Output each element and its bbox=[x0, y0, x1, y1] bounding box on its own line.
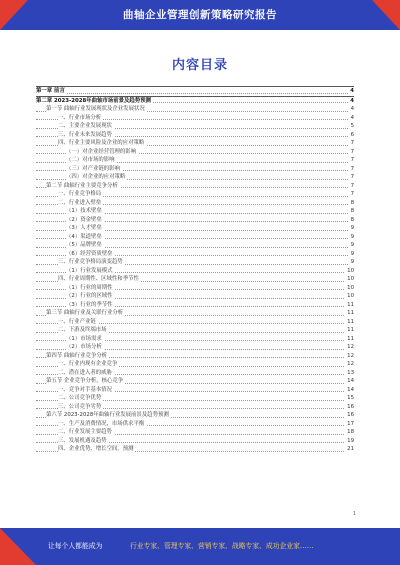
toc-entry-text: 四、行业主要风险及企业的应对策略 bbox=[58, 140, 145, 146]
toc-entry[interactable] bbox=[36, 131, 354, 140]
toc-entry[interactable] bbox=[36, 403, 354, 412]
toc-entry-text: （2）市场分析 bbox=[66, 344, 102, 350]
toc-entry-text: 三、公司竞争劣势 bbox=[58, 403, 102, 410]
toc-entry[interactable] bbox=[36, 309, 354, 318]
toc-entry[interactable] bbox=[36, 284, 354, 293]
toc-entry[interactable] bbox=[36, 156, 354, 165]
toc-entry-page: 10 bbox=[347, 293, 354, 299]
dot-leader bbox=[36, 93, 354, 94]
toc-entry[interactable] bbox=[36, 318, 354, 327]
toc-entry-text: 三、行业未来发展趋势 bbox=[58, 131, 112, 138]
toc-entry-text: 一、竞争对手基本情况 bbox=[58, 386, 112, 393]
toc-entry-page: 9 bbox=[350, 250, 354, 257]
toc-entry-page: 10 bbox=[347, 284, 354, 291]
toc-entry[interactable] bbox=[36, 301, 354, 310]
toc-entry-page: 11 bbox=[347, 318, 354, 325]
toc-entry-text: （4）渠道壁垒 bbox=[66, 233, 102, 240]
toc-entry-text: （1）技术壁垒 bbox=[66, 208, 102, 214]
toc-entry-page: 7 bbox=[350, 191, 354, 197]
toc-entry-text: （二）对市场的影响 bbox=[66, 157, 115, 163]
toc-entry[interactable] bbox=[36, 369, 354, 378]
toc-entry-page: 7 bbox=[350, 140, 354, 146]
toc-entry-page: 7 bbox=[350, 182, 354, 189]
toc-entry-page: 4 bbox=[350, 114, 354, 121]
toc-entry-page: 11 bbox=[347, 335, 354, 342]
toc-entry[interactable] bbox=[36, 326, 354, 335]
toc-entry-text: （2）行业的区域性 bbox=[66, 293, 113, 299]
toc-entry-page: 11 bbox=[347, 327, 354, 333]
page-number: 1 bbox=[352, 511, 356, 517]
toc-entry[interactable] bbox=[36, 173, 354, 182]
toc-entry[interactable] bbox=[36, 352, 354, 361]
toc-entry-text: 一、生产及消费情况，市场供求平衡 bbox=[58, 420, 145, 427]
footer-roles: 行业专家、管理专家、营销专家、战略专家、成功企业家…… bbox=[130, 542, 314, 550]
toc-entry-page: 18 bbox=[347, 429, 354, 435]
toc-entry[interactable] bbox=[36, 139, 354, 148]
toc-entry-page: 5 bbox=[350, 123, 354, 129]
toc-entry-text: 第二章 2023-2028年曲轴市场前景及趋势预测 bbox=[36, 97, 151, 104]
toc-entry[interactable] bbox=[36, 241, 354, 250]
toc-entry-text: 第一章 前言 bbox=[36, 88, 65, 94]
toc-entry-page: 11 bbox=[347, 310, 354, 316]
toc-entry[interactable] bbox=[36, 411, 354, 420]
toc-entry[interactable] bbox=[36, 165, 354, 174]
toc-entry-page: 21 bbox=[347, 446, 354, 452]
toc-entry-text: 二、主要企业发展现状 bbox=[58, 123, 112, 129]
toc-entry-text: （1）市场需求 bbox=[66, 335, 102, 342]
footer-banner bbox=[0, 528, 400, 565]
toc-entry-page: 14 bbox=[347, 386, 354, 393]
toc-entry[interactable] bbox=[36, 275, 354, 284]
toc-entry[interactable] bbox=[36, 360, 354, 369]
toc-entry-text: （一）对企业经营管理的影响 bbox=[66, 148, 137, 155]
toc-entry-text: 第五节 企业竞争分析，核心竞争 bbox=[46, 378, 124, 384]
toc-entry[interactable] bbox=[36, 258, 354, 267]
toc-entry-page: 15 bbox=[347, 395, 354, 401]
toc-entry-page: 14 bbox=[347, 378, 354, 384]
toc-entry-page: 10 bbox=[347, 276, 354, 282]
toc-entry-text: 二、潜在进入者的威胁 bbox=[58, 369, 112, 376]
toc-entry-text: 第六节 2023-2028年曲轴行业发展前景及趋势预测 bbox=[46, 412, 169, 418]
toc-heading: 内容目录 bbox=[171, 58, 228, 73]
toc-entry-page: 16 bbox=[347, 412, 354, 418]
toc-entry-text: 第一节 曲轴行业发展现状及企业发展状况 bbox=[46, 106, 145, 112]
toc-entry[interactable] bbox=[36, 182, 354, 191]
toc-entry-text: （1）行业发展模式 bbox=[66, 267, 113, 274]
toc-entry[interactable] bbox=[36, 420, 354, 429]
toc-entry[interactable] bbox=[36, 105, 354, 114]
toc-entry[interactable] bbox=[36, 292, 354, 301]
toc-entry-text: 第四节 曲轴行业竞争分析 bbox=[46, 352, 108, 359]
toc-entry-text: 二、行业发展主要趋势 bbox=[58, 429, 112, 435]
toc-entry-text: （5）品牌壁垒 bbox=[66, 242, 102, 248]
toc-entry[interactable] bbox=[36, 148, 354, 157]
toc-entry-text: （三）对产业链的影响 bbox=[66, 165, 120, 172]
footer-slogan: 让每个人都能成为 bbox=[48, 542, 103, 550]
toc-entry-page: 8 bbox=[350, 216, 354, 223]
toc-entry-page: 4 bbox=[350, 97, 354, 104]
toc-entry[interactable] bbox=[36, 190, 354, 199]
toc-entry-page: 12 bbox=[347, 361, 354, 367]
toc-entry-text: 一、行业市场分析 bbox=[58, 114, 102, 121]
toc-entry[interactable] bbox=[36, 233, 354, 242]
toc-entry-text: （6）经营资质壁垒 bbox=[66, 250, 113, 257]
toc-entry-text: （3）人才壁垒 bbox=[66, 225, 102, 231]
toc-entry-text: 四、行业周期性、区域性和季节性 bbox=[58, 276, 139, 282]
toc-entry[interactable] bbox=[36, 114, 354, 123]
toc-entry-text: 一、行业内现有企业竞争 bbox=[58, 361, 118, 367]
toc-entry-text: 第二节 曲轴行业主要竞争分析 bbox=[46, 182, 118, 189]
toc-entry[interactable] bbox=[36, 335, 354, 344]
table-of-contents bbox=[36, 86, 354, 454]
toc-entry[interactable] bbox=[36, 445, 354, 454]
toc-entry-text: （3）行业的季节性 bbox=[66, 301, 113, 308]
toc-entry[interactable] bbox=[36, 386, 354, 395]
toc-entry[interactable] bbox=[36, 394, 354, 403]
toc-entry[interactable] bbox=[36, 224, 354, 233]
toc-entry-text: 三、行业竞争格局演变趋势 bbox=[58, 259, 123, 265]
toc-entry-page: 9 bbox=[350, 242, 354, 248]
toc-entry-page: 10 bbox=[347, 267, 354, 274]
toc-entry[interactable] bbox=[36, 216, 354, 225]
toc-entry-text: （2）资金壁垒 bbox=[66, 216, 102, 223]
toc-entry-text: 一、行业产业链 bbox=[58, 318, 96, 325]
toc-entry[interactable] bbox=[36, 96, 354, 106]
toc-entry-page: 12 bbox=[347, 352, 354, 359]
toc-entry-page: 8 bbox=[350, 208, 354, 214]
toc-entry[interactable] bbox=[36, 267, 354, 276]
toc-entry-page: 7 bbox=[350, 165, 354, 172]
toc-entry-text: （四）对企业的应对策略 bbox=[66, 174, 126, 180]
toc-entry[interactable] bbox=[36, 250, 354, 259]
toc-entry[interactable] bbox=[36, 199, 354, 208]
toc-entry-page: 9 bbox=[350, 225, 354, 231]
toc-entry-page: 6 bbox=[350, 131, 354, 138]
toc-entry[interactable] bbox=[36, 428, 354, 437]
toc-entry-text: 二、下游及终端市场 bbox=[58, 327, 107, 333]
report-title: 曲轴企业管理创新策略研究报告 bbox=[123, 9, 277, 21]
toc-entry-page: 16 bbox=[347, 403, 354, 410]
toc-entry-page: 17 bbox=[347, 420, 354, 427]
toc-entry-page: 8 bbox=[350, 199, 354, 206]
toc-entry-page: 11 bbox=[347, 301, 354, 308]
toc-entry-page: 19 bbox=[347, 437, 354, 444]
toc-entry-text: 一、行业竞争格局 bbox=[58, 191, 102, 197]
toc-entry-page: 9 bbox=[350, 233, 354, 240]
toc-entry-text: 三、发展机遇及趋势 bbox=[58, 437, 107, 444]
toc-entry-page: 4 bbox=[350, 88, 354, 94]
toc-entry-page: 7 bbox=[350, 174, 354, 180]
toc-entry[interactable] bbox=[36, 207, 354, 216]
toc-entry-text: 二、公司竞争优势 bbox=[58, 395, 102, 401]
toc-entry[interactable] bbox=[36, 343, 354, 352]
toc-entry-text: 二、行业进入壁垒 bbox=[58, 199, 102, 206]
toc-entry-page: 13 bbox=[347, 369, 354, 376]
toc-entry-text: （1）行业的周期性 bbox=[66, 284, 113, 291]
header-banner bbox=[0, 0, 400, 30]
toc-entry[interactable] bbox=[36, 437, 354, 446]
toc-entry-page: 7 bbox=[350, 157, 354, 163]
toc-entry[interactable] bbox=[36, 377, 354, 386]
toc-entry[interactable] bbox=[36, 86, 354, 96]
toc-entry-text: 四、企业优势、增长空间，预测 bbox=[58, 446, 134, 452]
toc-entry[interactable] bbox=[36, 122, 354, 131]
toc-entry-text: 第三节 曲轴行业及关联行业分析 bbox=[46, 310, 124, 316]
toc-entry-page: 7 bbox=[350, 148, 354, 155]
toc-entry-page: 12 bbox=[347, 344, 354, 350]
toc-entry-page: 4 bbox=[350, 106, 354, 112]
toc-entry-page: 9 bbox=[350, 259, 354, 265]
footer-red-corner bbox=[0, 528, 36, 565]
